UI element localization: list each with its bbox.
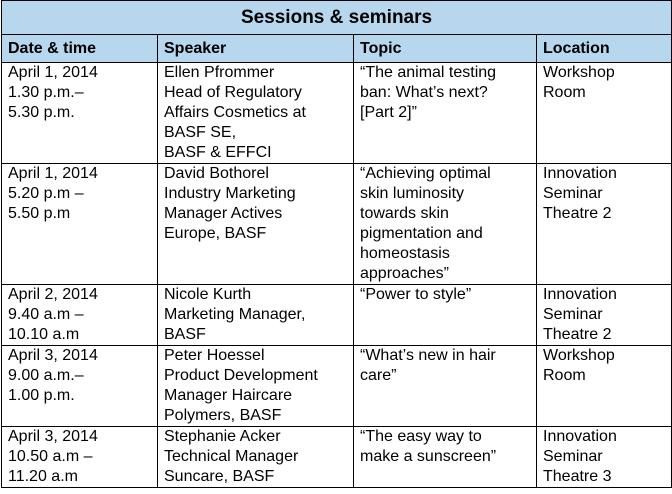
cell-location-line: Seminar <box>543 306 603 323</box>
table-title: Sessions & seminars <box>2 1 672 35</box>
cell-speaker-line: Head of Regulatory <box>164 84 302 101</box>
cell-location-line: Workshop <box>543 64 615 81</box>
cell-date <box>2 63 158 164</box>
sessions-table-container <box>1 0 671 488</box>
cell-speaker-line: Manager Actives <box>164 205 283 222</box>
cell-topic-line: homeostasis <box>360 245 450 262</box>
cell-speaker-line: Ellen Pfrommer <box>164 64 275 81</box>
cell-topic-line: towards skin <box>360 205 449 222</box>
cell-location-line: Seminar <box>543 448 603 465</box>
cell-date-line: April 2, 2014 <box>8 286 98 303</box>
cell-date-line: April 1, 2014 <box>8 64 98 81</box>
cell-location-line: Innovation <box>543 165 617 182</box>
column-header-location: Location <box>537 35 672 63</box>
cell-location-line: Room <box>543 367 586 384</box>
table-body <box>2 63 672 488</box>
cell-location <box>537 346 672 427</box>
cell-location <box>537 63 672 164</box>
cell-speaker-line: Stephanie Acker <box>164 428 281 445</box>
cell-date-line: April 1, 2014 <box>8 165 98 182</box>
cell-speaker-line: Manager Haircare <box>164 387 293 404</box>
cell-location-line: Theatre 2 <box>543 205 612 222</box>
cell-speaker-line: Polymers, BASF <box>164 407 282 424</box>
cell-speaker-line: Suncare, BASF <box>164 468 275 485</box>
cell-speaker <box>158 63 354 164</box>
cell-location-line: Theatre 3 <box>543 468 612 485</box>
cell-location <box>537 427 672 488</box>
column-header-date: Date & time <box>2 35 158 63</box>
cell-speaker-line: Industry Marketing <box>164 185 296 202</box>
cell-date <box>2 285 158 346</box>
cell-speaker-line: BASF <box>164 326 206 343</box>
table-header-row <box>2 35 672 63</box>
cell-speaker <box>158 164 354 285</box>
cell-topic <box>354 427 537 488</box>
cell-topic-line: skin luminosity <box>360 185 465 202</box>
cell-speaker <box>158 346 354 427</box>
cell-date-line: 5.20 p.m – <box>8 185 84 202</box>
cell-location-line: Workshop <box>543 347 615 364</box>
cell-topic-line: “The animal testing <box>360 64 497 81</box>
cell-location-line: Innovation <box>543 428 617 445</box>
cell-topic-line: “What’s new in hair <box>360 347 496 364</box>
sessions-table <box>1 0 672 488</box>
cell-location <box>537 164 672 285</box>
cell-topic-line: [Part 2]” <box>360 104 417 121</box>
table-title-row <box>2 1 672 35</box>
cell-date-line: 1.30 p.m.– <box>8 84 84 101</box>
cell-speaker-line: David Bothorel <box>164 165 269 182</box>
cell-speaker <box>158 427 354 488</box>
cell-location-line: Room <box>543 84 586 101</box>
table-row <box>2 164 672 285</box>
cell-speaker-line: BASF & EFFCI <box>164 144 272 161</box>
cell-topic-line: care” <box>360 367 397 384</box>
cell-speaker-line: Product Development <box>164 367 318 384</box>
cell-speaker-line: Nicole Kurth <box>164 286 252 303</box>
cell-speaker <box>158 285 354 346</box>
column-header-speaker: Speaker <box>158 35 354 63</box>
table-row <box>2 346 672 427</box>
cell-date-line: 9.40 a.m – <box>8 306 84 323</box>
cell-speaker-line: Affairs Cosmetics at <box>164 104 306 121</box>
table-row <box>2 285 672 346</box>
table-row <box>2 427 672 488</box>
table-row <box>2 63 672 164</box>
cell-date-line: 5.50 p.m <box>8 205 71 222</box>
cell-speaker-line: Technical Manager <box>164 448 299 465</box>
cell-topic-line: ban: What’s next? <box>360 84 488 101</box>
cell-topic-line: “Power to style” <box>360 286 472 303</box>
cell-date-line: 9.00 a.m.– <box>8 367 84 384</box>
column-header-topic: Topic <box>354 35 537 63</box>
cell-topic <box>354 63 537 164</box>
cell-topic-line: make a sunscreen” <box>360 448 497 465</box>
cell-date <box>2 427 158 488</box>
cell-location-line: Seminar <box>543 185 603 202</box>
cell-topic-line: pigmentation and <box>360 225 483 242</box>
cell-topic <box>354 346 537 427</box>
cell-topic-line: “The easy way to <box>360 428 482 445</box>
cell-speaker-line: Europe, BASF <box>164 225 267 242</box>
cell-topic <box>354 285 537 346</box>
cell-date-line: April 3, 2014 <box>8 347 98 364</box>
cell-date-line: 10.10 a.m <box>8 326 80 343</box>
cell-speaker-line: BASF SE, <box>164 124 237 141</box>
cell-speaker-line: Marketing Manager, <box>164 306 306 323</box>
cell-topic <box>354 164 537 285</box>
cell-speaker-line: Peter Hoessel <box>164 347 265 364</box>
cell-location-line: Theatre 2 <box>543 326 612 343</box>
cell-topic-line: approaches” <box>360 265 449 282</box>
cell-date <box>2 164 158 285</box>
cell-date <box>2 346 158 427</box>
cell-date-line: 5.30 p.m. <box>8 104 75 121</box>
cell-date-line: April 3, 2014 <box>8 428 98 445</box>
cell-location-line: Innovation <box>543 286 617 303</box>
cell-location <box>537 285 672 346</box>
cell-date-line: 1.00 p.m. <box>8 387 75 404</box>
cell-topic-line: “Achieving optimal <box>360 165 491 182</box>
cell-date-line: 11.20 a.m <box>8 468 78 485</box>
cell-date-line: 10.50 a.m – <box>8 448 93 465</box>
